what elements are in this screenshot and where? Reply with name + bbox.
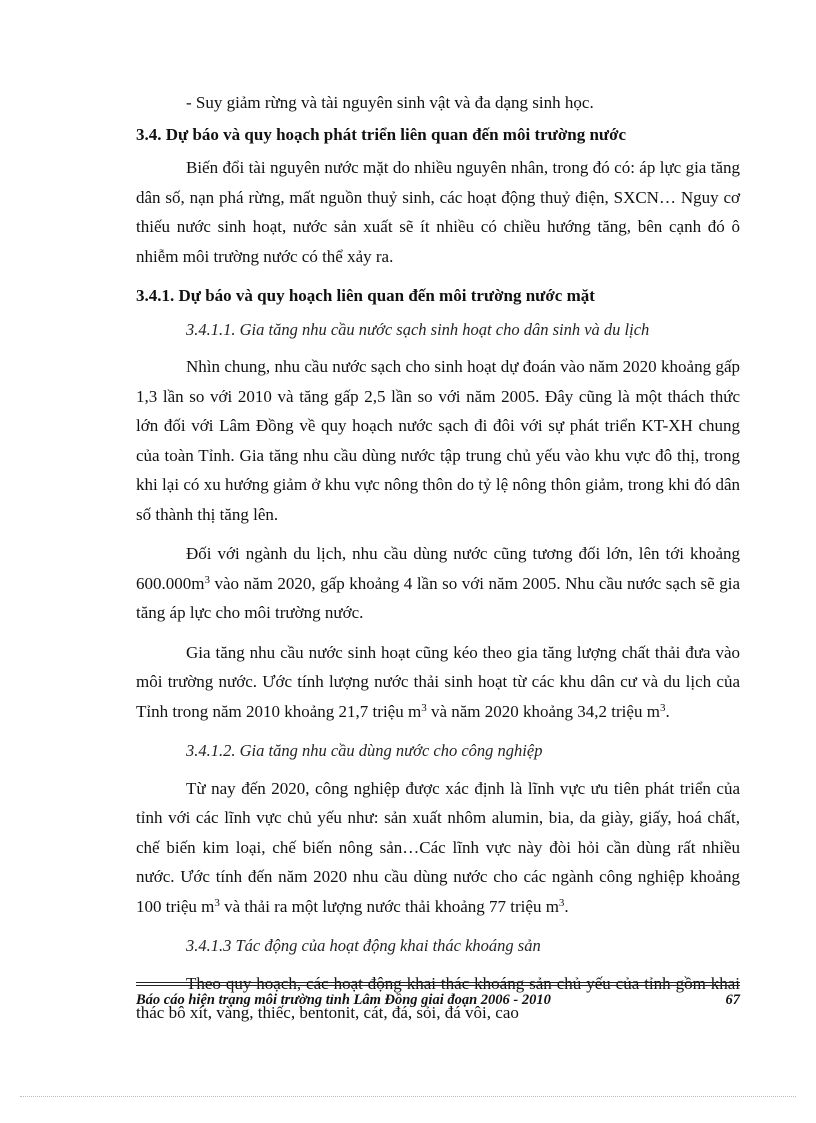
section-heading-3-4: 3.4. Dự báo và quy hoạch phát triển liên quan đến môi trường nước xyxy=(136,124,627,144)
page-number: 67 xyxy=(725,992,740,1008)
footer-rule xyxy=(136,982,740,983)
paragraph-4-text-a: Từ nay đến 2020, công nghiệp được xác định là lĩnh vực ưu tiên phát triển của tỉnh với các lĩnh vực chủ yếu như: sản xuất nhôm alumin, bia, da giày, giấy, hoá chất, chế biến kim loại, chế biến nông sản…Các lĩnh vực này đòi hỏi cần dùng rất nhiều nước. Ước tính đến năm 2020 nhu cầu dùng nước cho các ngành công nghiệp khoảng 100 triệu m xyxy=(136,778,740,916)
superscript: 3 xyxy=(558,896,565,909)
paragraph-5: Theo quy hoạch, các hoạt động khai thác khoáng sản chủ yếu của tỉnh gồm khai thác bô xít, vàng, thiếc, bentonit, cát, đá, sỏi, đá vôi, cao xyxy=(136,973,740,1022)
paragraph-4 xyxy=(136,774,740,922)
bullet-line: - Suy giảm rừng và tài nguyên sinh vật và đa dạng sinh học. xyxy=(186,93,594,112)
document-body xyxy=(136,88,740,1028)
superscript: 3 xyxy=(204,573,210,586)
paragraph-2 xyxy=(136,539,740,628)
section-heading-3-4-1: 3.4.1. Dự báo và quy hoạch liên quan đến môi trường nước mặt xyxy=(136,286,595,305)
subsection-heading-3-4-1-2: 3.4.1.2. Gia tăng nhu cầu dùng nước cho công nghiệp xyxy=(186,741,543,760)
page-footer xyxy=(136,985,740,1009)
footer-title: Báo cáo hiện trạng môi trường tỉnh Lâm Đồng giai đoạn 2006 - 2010 xyxy=(136,992,551,1008)
paragraph-4-text-c: . xyxy=(564,896,569,916)
paragraph-3-text-b: và năm 2020 khoảng 34,2 triệu m xyxy=(426,701,660,721)
paragraph-3-text-c: . xyxy=(665,701,670,721)
paragraph-4-text-b: và thải ra một lượng nước thải khoảng 77 triệu m xyxy=(219,896,559,916)
subsection-heading-3-4-1-1: 3.4.1.1. Gia tăng nhu cầu nước sạch sinh hoạt cho dân sinh và du lịch xyxy=(186,319,650,339)
superscript: 3 xyxy=(421,701,427,714)
superscript: 3 xyxy=(659,701,666,714)
subsection-heading-3-4-1-3: 3.4.1.3 Tác động của hoạt động khai thác khoáng sản xyxy=(186,936,541,955)
paragraph-2-text-a: Đối với ngành du lịch, nhu cầu dùng nước cũng tương đối lớn, lên tới khoảng 600.000m xyxy=(136,544,740,593)
paragraph-intro: Biến đổi tài nguyên nước mặt do nhiều nguyên nhân, trong đó có: áp lực gia tăng dân số, nạn phá rừng, mất nguồn thuỷ sinh, các hoạt động thuỷ điện, SXCN… Nguy cơ thiếu nước sinh hoạt, nước sản xuất sẽ ít nhiều có chiều hướng tăng, bên cạnh đó ô nhiễm môi trường nước có thể xảy ra. xyxy=(136,158,740,266)
page-edge-divider xyxy=(20,1096,796,1097)
paragraph-1: Nhìn chung, nhu cầu nước sạch cho sinh hoạt dự đoán vào năm 2020 khoảng gấp 1,3 lần so với 2010 và tăng gấp 2,5 lần so với năm 2005. Đây cũng là một thách thức lớn đối với Lâm Đồng về quy hoạch nước sạch đi đôi với sự phát triển KT-XH chung của toàn Tỉnh. Gia tăng nhu cầu dùng nước tập trung chủ yếu vào khu vực đô thị, trong khi lại có xu hướng giảm ở khu vực nông thôn do tỷ lệ nông thôn giảm, trong khi đó dân số thành thị tăng lên. xyxy=(136,357,740,524)
superscript: 3 xyxy=(214,896,220,909)
paragraph-3 xyxy=(136,638,740,727)
paragraph-2-text-b: vào năm 2020, gấp khoảng 4 lần so với năm 2005. Nhu cầu nước sạch sẽ gia tăng áp lực cho môi trường nước. xyxy=(136,573,740,622)
paragraph-3-text-a: Gia tăng nhu cầu nước sinh hoạt cũng kéo theo gia tăng lượng chất thải đưa vào môi trường nước. Ước tính lượng nước thải sinh hoạt từ các khu dân cư và du lịch của Tỉnh trong năm 2010 khoảng 21,7 triệu m xyxy=(136,642,740,721)
